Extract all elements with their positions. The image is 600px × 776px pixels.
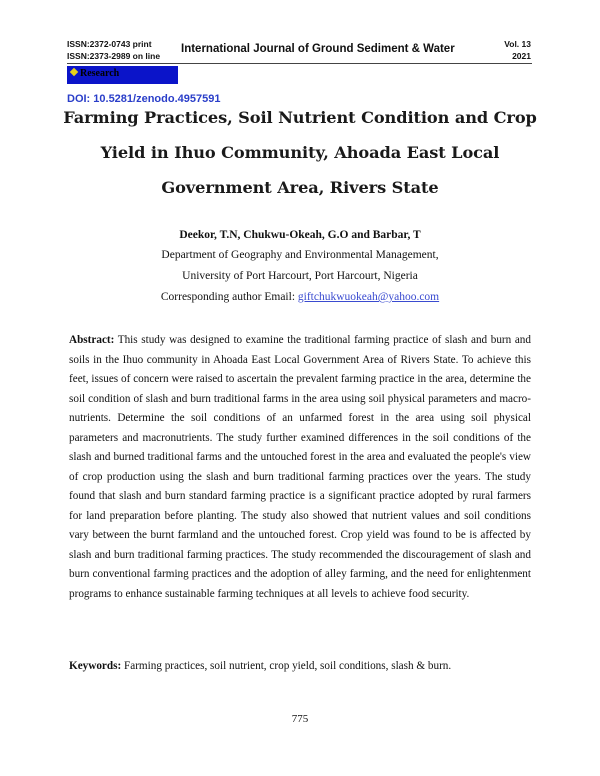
- abstract: [69, 331, 531, 604]
- keywords-text: Farming practices, soil nutrient, crop yield, soil conditions, slash & burn.: [121, 660, 452, 672]
- affiliation-university: University of Port Harcourt, Port Harcourt, Nigeria: [182, 270, 418, 282]
- email-link[interactable]: giftchukwuokeah@yahoo.com: [297, 291, 440, 303]
- keywords-label: Keywords:: [69, 660, 122, 672]
- abstract-label: Abstract:: [69, 334, 115, 346]
- article-type-label: Research: [80, 68, 120, 79]
- header-rule: [67, 63, 532, 64]
- issn-online: ISSN:2373-2989 on line: [67, 51, 161, 61]
- email-label: Corresponding author Email:: [160, 291, 298, 303]
- doi[interactable]: DOI: 10.5281/zenodo.4957591: [67, 93, 221, 105]
- volume-block: [504, 38, 531, 62]
- keywords: [69, 660, 531, 672]
- issn-print: ISSN:2372-0743 print: [67, 39, 152, 49]
- year: 2021: [512, 51, 531, 61]
- diamond-icon: [70, 68, 78, 76]
- corresponding-email-line: [0, 291, 600, 303]
- affiliation-department: Department of Geography and Environmental Management,: [161, 249, 439, 261]
- volume: Vol. 13: [504, 39, 531, 49]
- issn-block: [67, 38, 160, 62]
- page-number: 775: [291, 713, 309, 725]
- abstract-text: This study was designed to examine the traditional farming practice of slash and burn and soils in the Ihuo community in Ahoada East Local Government Area of Rivers State. To achieve this feet, issues of concern were raised to ascertain the prevalent farming practice in the area, determine the soil condition of slash and burn traditional farms in the area using soil physical parameters and macro-nutrients. Determine the soil conditions of an unfarmed forest in the area using soil physical parameters and macronutrients. The study further examined differences in the soil conditions of the slash and burned traditional farms and the untouched forest in the area and evaluated the people's view of crop production using the slash and burn traditional farming practices over the years. The study found that slash and burn standard farming practice is a significant practice adopted by rural farmers for land preparation before planting. The study also showed that nutrient values and soil conditions vary between the burnt farmland and the untouched forest. Crop yield was found to be is affected by slash and burn traditional farming practices. The study recommended the discouragement of slash and burn conventional farming practices and the adoption of alley farming, and the need for enlightenment programs to enhance sustainable farming techniques at all levels to achieve food security.: [69, 334, 531, 600]
- journal-title: International Journal of Ground Sediment & Water: [181, 43, 455, 55]
- authors: Deekor, T.N, Chukwu-Okeah, G.O and Barbar, T: [179, 229, 421, 241]
- article-type-banner: [67, 66, 178, 84]
- journal-header: [67, 38, 532, 62]
- article-title: Farming Practices, Soil Nutrient Condition and Crop Yield in Ihuo Community, Ahoada East Local Government Area, Rivers State: [63, 108, 537, 197]
